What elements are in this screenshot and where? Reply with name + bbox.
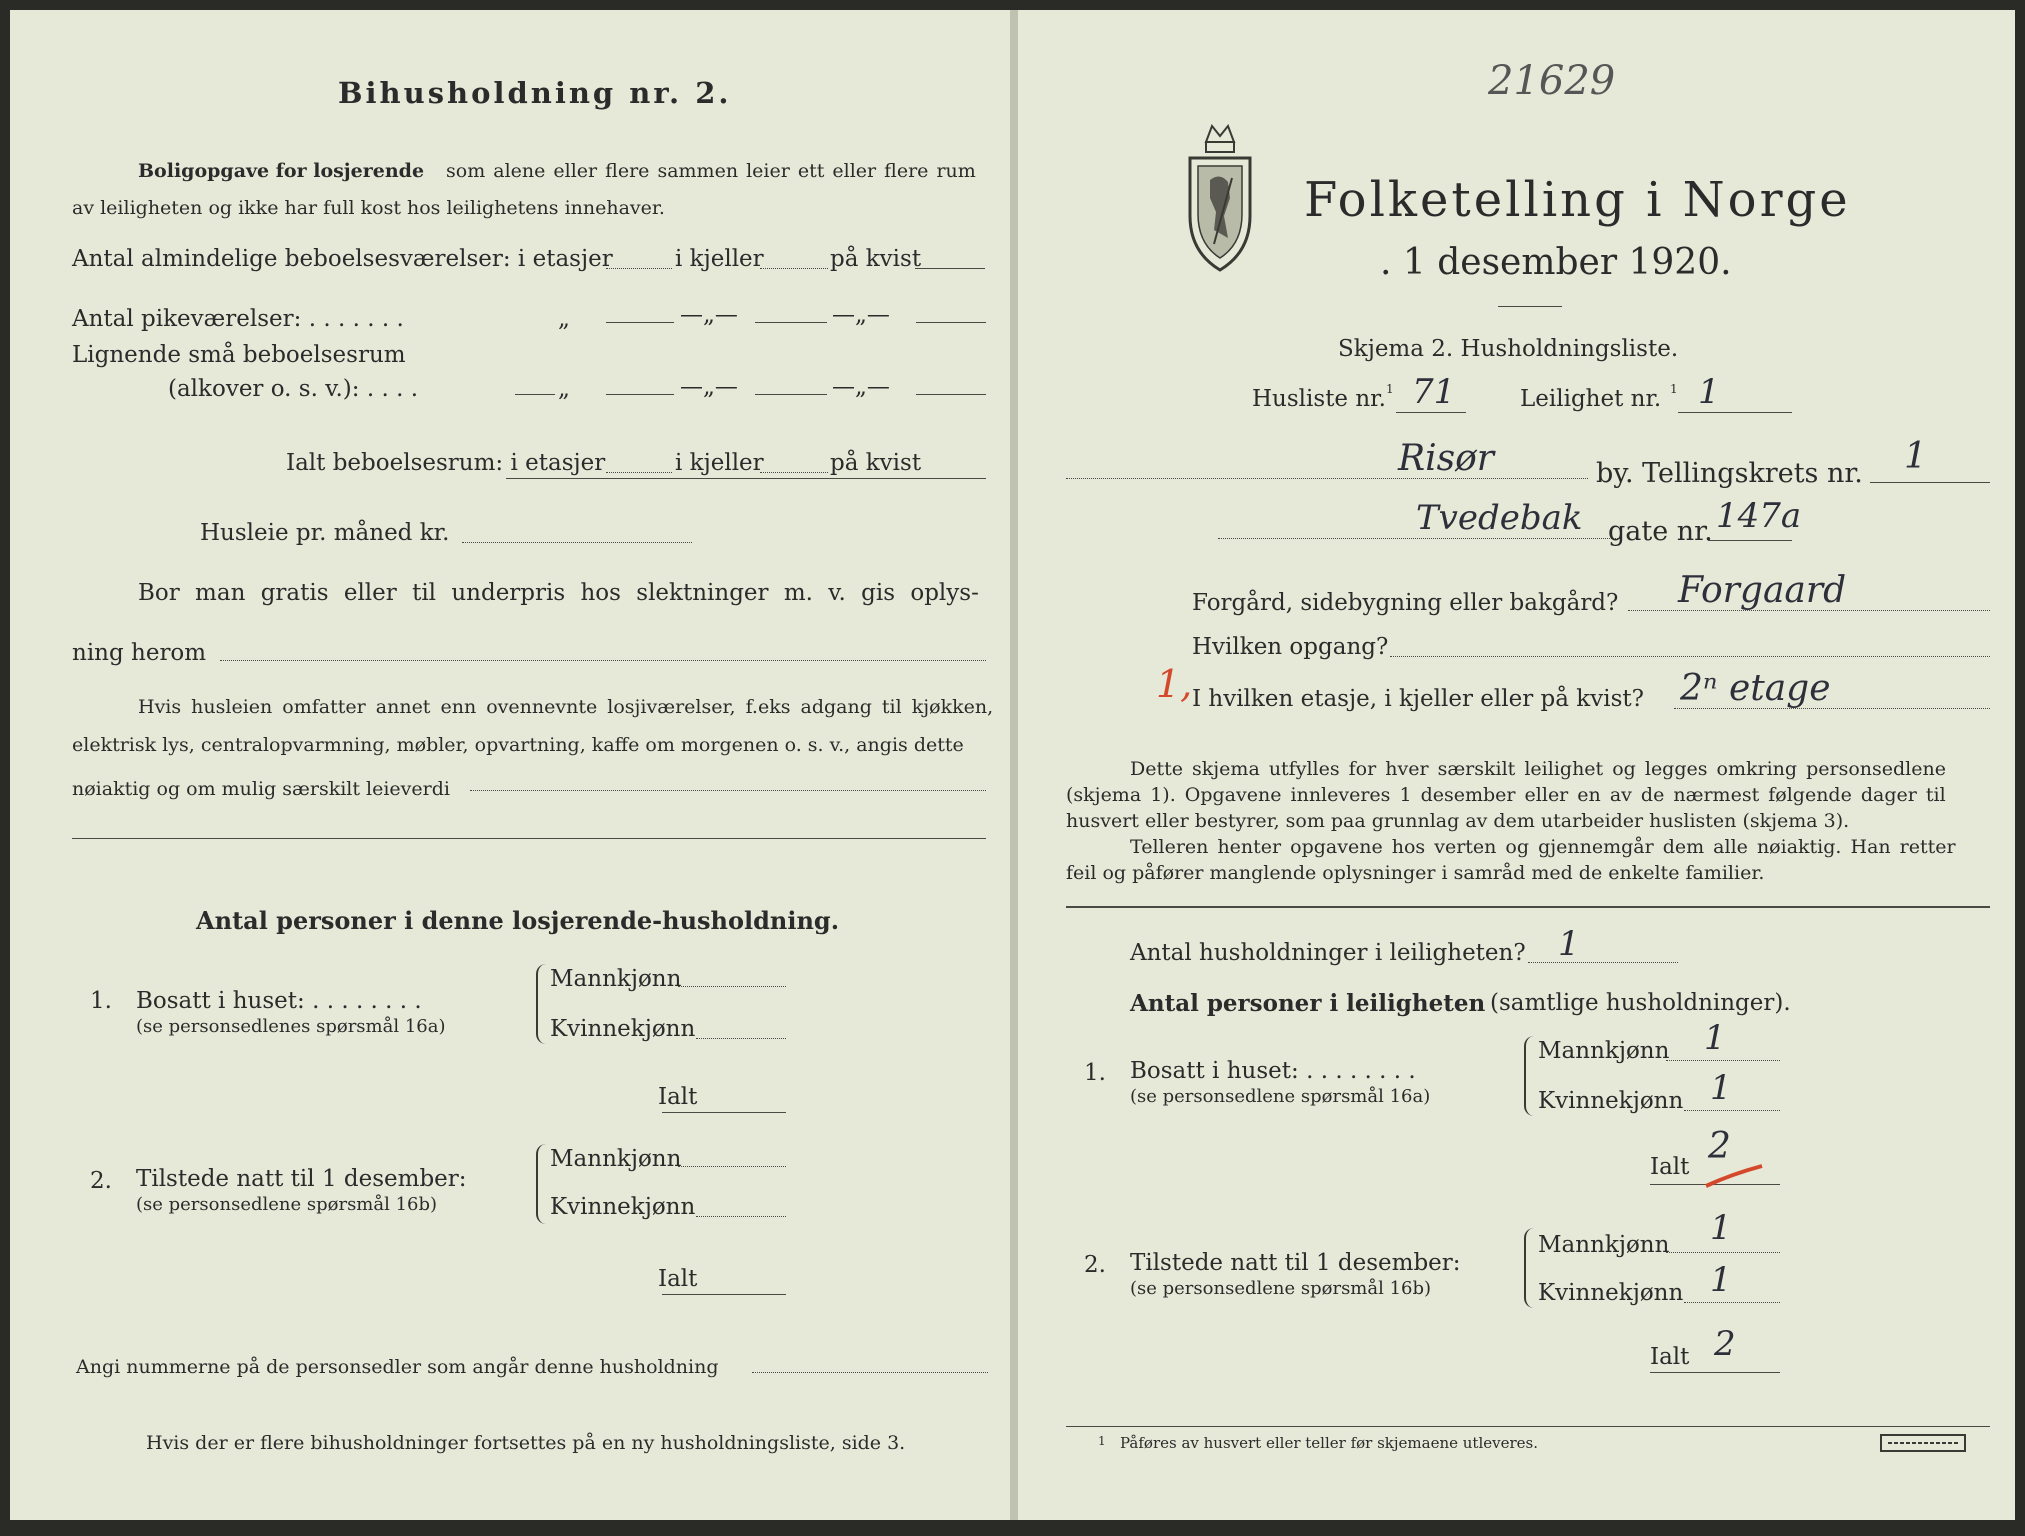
gratis-2: ning herom (72, 640, 207, 666)
etasje-value: 2ⁿ etage (1680, 668, 1831, 709)
right-page (1018, 10, 2015, 1520)
antal-pers-bold: Antal personer i leiligheten (1130, 990, 1486, 1017)
city-value: Risør (1398, 438, 1494, 479)
q1-sub: (se personsedlenes spørsmål 16a) (136, 1016, 446, 1037)
antal-hush-label: Antal husholdninger i leiligheten? (1130, 940, 1526, 966)
para2-2: feil og påfører manglende oplysninger i samråd med de enkelte familier. (1066, 862, 1765, 884)
rooms-label: Antal almindelige beboelsesværelser: i etasjer (72, 246, 613, 272)
r-q1-sub: (se personsedlene spørsmål 16a) (1130, 1086, 1431, 1107)
q1-ialt: Ialt (658, 1084, 698, 1110)
street-value: Tvedebak (1416, 498, 1583, 538)
r-q2-kvinne-value: 1 (1710, 1260, 1732, 1300)
forgard-value: Forgaard (1678, 570, 1847, 611)
ditto-mark: „ (558, 376, 570, 402)
coat-of-arms-icon (1184, 120, 1256, 280)
r-q2-ialt-value: 2 (1714, 1324, 1736, 1364)
intro-rest-1: som alene eller flere sammen leier ett eller flere rum (446, 160, 976, 182)
ditto-dash: —„— (832, 302, 890, 328)
q2-mann: Mannkjønn (550, 1146, 682, 1172)
r-q2-label: Tilstede natt til 1 desember: (1130, 1250, 1461, 1276)
intro-bold: Boligopgave for losjerende (138, 160, 425, 182)
lignende-1: Lignende små beboelsesrum (72, 342, 406, 368)
r-q2-mann-value: 1 (1710, 1208, 1732, 1248)
red-correction-mark (1702, 1162, 1768, 1192)
husliste-label: Husliste nr. (1252, 386, 1386, 412)
opgang-label: Hvilken opgang? (1192, 634, 1389, 660)
left-title: Bihusholdning nr. 2. (338, 76, 732, 110)
q2-label: Tilstede natt til 1 desember: (136, 1166, 467, 1192)
pike-label: Antal pikeværelser: . . . . . . . (72, 306, 404, 332)
antal-pers-rest: (samtlige husholdninger). (1490, 990, 1791, 1016)
gate-label: gate nr. (1608, 516, 1713, 547)
left-footer: Hvis der er flere bihusholdninger fortsettes på en ny husholdningsliste, side 3. (146, 1432, 906, 1454)
antal-heading: Antal personer i denne losjerende-husholdning. (196, 906, 840, 935)
r-q1-mann-value: 1 (1704, 1018, 1726, 1058)
ditto-dash: —„— (832, 374, 890, 400)
leilighet-label: Leilighet nr. (1520, 386, 1662, 412)
footnote-text: Påføres av husvert eller teller før skjemaene utleveres. (1120, 1434, 1538, 1452)
q1-kvinne: Kvinnekjønn (550, 1016, 696, 1042)
r-q1-mann: Mannkjønn (1538, 1038, 1670, 1064)
etasje-label: I hvilken etasje, i kjeller eller på kvist? (1192, 686, 1644, 712)
r-q1-kvinne: Kvinnekjønn (1538, 1088, 1684, 1114)
lignende-2: (alkover o. s. v.): . . . . (168, 376, 419, 402)
angi-label: Angi nummerne på de personsedler som angår denne husholdning (76, 1356, 719, 1378)
footnote-ref: 1 (1386, 382, 1394, 396)
q2-num: 2. (90, 1168, 112, 1194)
hvis-1: Hvis husleien omfatter annet enn ovennevnte losjiværelser, f.eks adgang til kjøkken, (138, 696, 994, 718)
left-page (10, 10, 1010, 1520)
form-date: . 1 desember 1920. (1380, 242, 1732, 283)
q1-label: Bosatt i huset: . . . . . . . . (136, 988, 422, 1014)
by-label: by. Tellingskrets nr. (1596, 458, 1863, 489)
krets-value: 1 (1904, 436, 1927, 477)
q2-sub: (se personsedlene spørsmål 16b) (136, 1194, 438, 1215)
printer-stamp-icon (1880, 1434, 1966, 1452)
para1-1: Dette skjema utfylles for hver særskilt leilighet og legges omkring personsedlene (1130, 758, 1946, 780)
ialt-rooms-label: Ialt beboelsesrum: i etasjer (286, 450, 606, 476)
husliste-value: 71 (1412, 372, 1456, 412)
ditto-dash: —„— (680, 374, 738, 400)
para2-1: Telleren henter opgavene hos verten og gjennemgår dem alle nøiaktig. Han retter (1130, 836, 1956, 858)
hvis-2: elektrisk lys, centralopvarmning, møbler, opvartning, kaffe om morgenen o. s. v., angis dette (72, 734, 964, 756)
ditto-mark: „ (558, 306, 570, 332)
skjema-label: Skjema 2. Husholdningsliste. (1338, 336, 1679, 362)
r-q2-mann: Mannkjønn (1538, 1232, 1670, 1258)
footnote-number: 1 (1098, 1434, 1106, 1448)
q1-mann: Mannkjønn (550, 966, 682, 992)
rooms-kvist: på kvist (830, 246, 922, 272)
r-q2-ialt: Ialt (1650, 1344, 1690, 1370)
red-check-mark: 1, (1156, 662, 1193, 706)
q1-num: 1. (90, 988, 112, 1014)
r-q2-num: 2. (1084, 1252, 1106, 1278)
antal-hush-value: 1 (1558, 924, 1580, 964)
r-q1-num: 1. (1084, 1060, 1106, 1086)
r-q2-sub: (se personsedlene spørsmål 16b) (1130, 1278, 1432, 1299)
forgard-label: Forgård, sidebygning eller bakgård? (1192, 590, 1619, 616)
ialt-kvist: på kvist (830, 450, 922, 476)
q2-kvinne: Kvinnekjønn (550, 1194, 696, 1220)
para1-2: (skjema 1). Opgavene innleveres 1 desember eller en av de nærmest følgende dager til (1066, 784, 1946, 806)
husleie-label: Husleie pr. måned kr. (200, 520, 450, 546)
r-q1-kvinne-value: 1 (1710, 1068, 1732, 1108)
hvis-3: nøiaktig og om mulig særskilt leieverdi (72, 778, 450, 800)
page-fold (1010, 10, 1018, 1520)
para1-3: husvert eller bestyrer, som paa grunnlag av dem utarbeider huslisten (skjema 3). (1066, 810, 1850, 832)
intro-rest-2: av leiligheten og ikke har full kost hos leilighetens innehaver. (72, 197, 665, 219)
footnote-ref: 1 (1670, 382, 1678, 396)
q2-ialt: Ialt (658, 1266, 698, 1292)
ditto-dash: —„— (680, 302, 738, 328)
rooms-kjeller: i kjeller (675, 246, 764, 272)
r-q1-ialt-value: 2 (1708, 1126, 1731, 1167)
leilighet-value: 1 (1698, 372, 1720, 412)
form-title: Folketelling i Norge (1304, 172, 1851, 228)
gratis-1: Bor man gratis eller til underpris hos slektninger m. v. gis oplys- (138, 580, 979, 606)
ialt-kjeller: i kjeller (675, 450, 764, 476)
r-q1-label: Bosatt i huset: . . . . . . . . (1130, 1058, 1416, 1084)
gate-value: 147a (1716, 496, 1802, 536)
r-q2-kvinne: Kvinnekjønn (1538, 1280, 1684, 1306)
archive-number: 21629 (1488, 58, 1616, 104)
r-q1-ialt: Ialt (1650, 1154, 1690, 1180)
